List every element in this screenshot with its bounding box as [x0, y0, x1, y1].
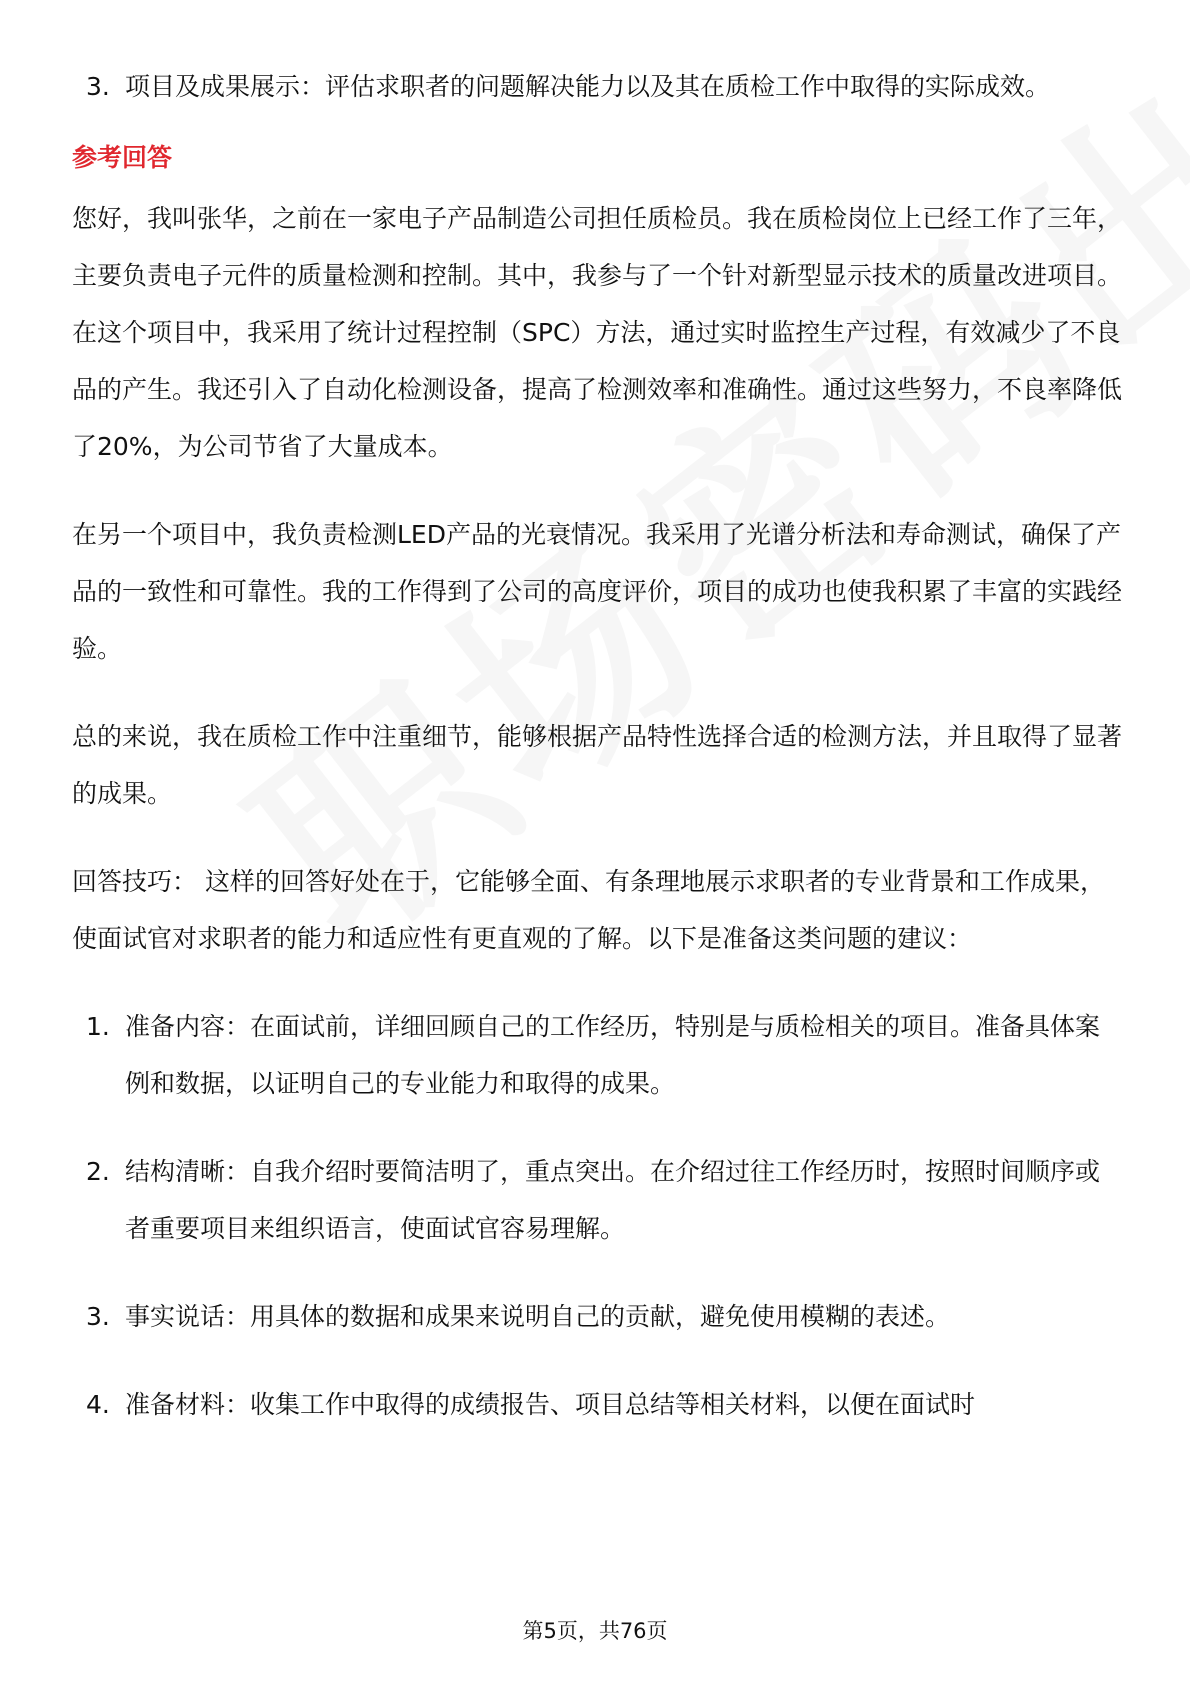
list-item: [72, 1376, 1122, 1433]
list-number: 1.: [86, 1012, 110, 1041]
section-heading: 参考回答: [72, 143, 173, 172]
list-item: [72, 1288, 1122, 1345]
list-number: 2.: [86, 1157, 110, 1186]
list-number: 3.: [86, 72, 110, 101]
page-content: [72, 58, 1122, 1433]
paragraph: 在另一个项目中，我负责检测LED产品的光衰情况。我采用了光谱分析法和寿命测试，确保了产品的一致性和可靠性。我的工作得到了公司的高度评价，项目的成功也使我积累了丰富的实践经验。: [72, 520, 1123, 663]
list-text: 结构清晰：自我介绍时要简洁明了，重点突出。在介绍过往工作经历时，按照时间顺序或者重要项目来组织语言，使面试官容易理解。: [125, 1157, 1101, 1243]
paragraph: 您好，我叫张华，之前在一家电子产品制造公司担任质检员。我在质检岗位上已经工作了三年，主要负责电子元件的质量检测和控制。其中，我参与了一个针对新型显示技术的质量改进项目。在这个项目中，我采用了统计过程控制（SPC）方法，通过实时监控生产过程，有效减少了不良品的产生。我还引入了自动化检测设备，提高了检测效率和准确性。通过这些努力，不良率降低了20%，为公司节省了大量成本。: [72, 204, 1123, 461]
paragraph: 总的来说，我在质检工作中注重细节，能够根据产品特性选择合适的检测方法，并且取得了显著的成果。: [72, 722, 1123, 808]
list-text: 事实说话：用具体的数据和成果来说明自己的贡献，避免使用模糊的表述。: [125, 1302, 951, 1331]
list-text: 项目及成果展示：评估求职者的问题解决能力以及其在质检工作中取得的实际成效。: [125, 72, 1051, 101]
list-text: 准备内容：在面试前，详细回顾自己的工作经历，特别是与质检相关的项目。准备具体案例和数据，以证明自己的专业能力和取得的成果。: [125, 1012, 1101, 1098]
list-text: 准备材料：收集工作中取得的成绩报告、项目总结等相关材料，以便在面试时: [125, 1390, 976, 1419]
list-item: [72, 58, 1122, 115]
list-item: [72, 998, 1122, 1112]
list-number: 3.: [86, 1302, 110, 1331]
list-number: 4.: [86, 1390, 110, 1419]
list-item: [72, 1143, 1122, 1257]
page-number: 第5页，共76页: [522, 1619, 668, 1643]
paragraph: 回答技巧： 这样的回答好处在于，它能够全面、有条理地展示求职者的专业背景和工作成果，使面试官对求职者的能力和适应性有更直观的了解。以下是准备这类问题的建议：: [72, 867, 1105, 953]
